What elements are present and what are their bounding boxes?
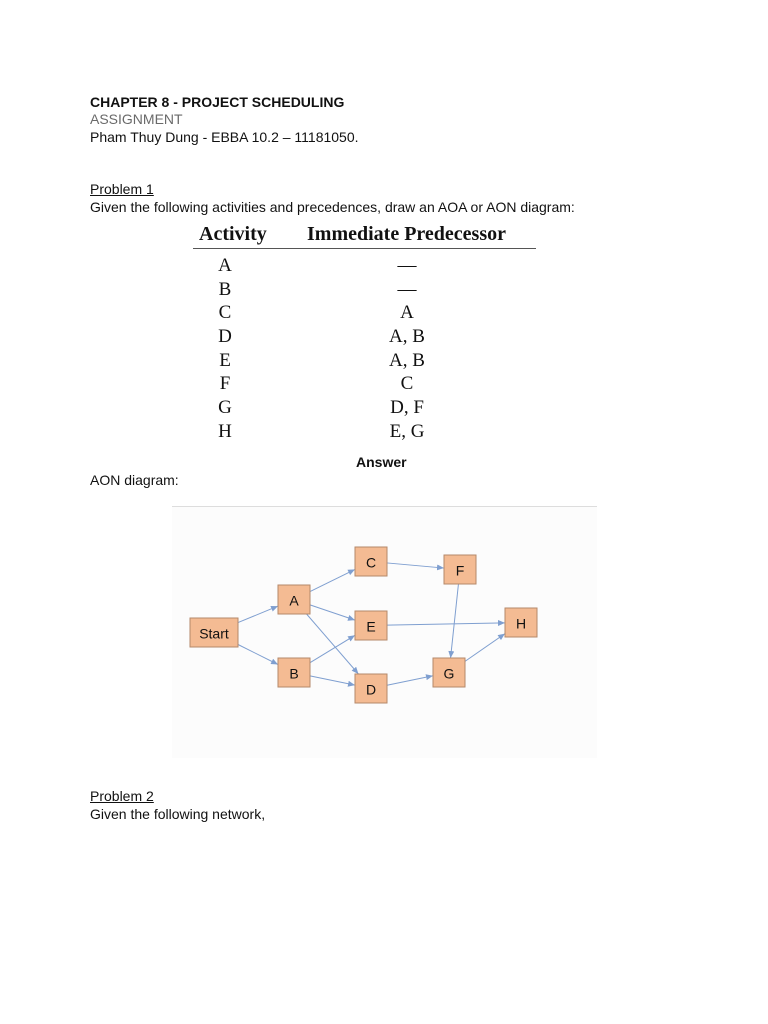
node-label: B xyxy=(289,665,299,682)
edge-start-a xyxy=(238,606,278,623)
aon-diagram-svg xyxy=(172,506,597,758)
node-label: E xyxy=(366,618,376,635)
edge-c-f xyxy=(387,563,444,568)
node-label: G xyxy=(443,665,455,682)
predecessor-cell: A, B xyxy=(389,349,425,371)
node-e xyxy=(355,611,387,640)
predecessor-cell: C xyxy=(400,373,414,395)
predecessor-cell: — xyxy=(397,278,417,300)
problem2-heading: Problem 2 xyxy=(90,788,154,804)
node-start xyxy=(190,618,238,647)
predecessor-cell: — xyxy=(397,255,417,276)
node-d xyxy=(355,674,387,703)
node-h xyxy=(505,608,537,637)
edge-e-h xyxy=(387,623,505,625)
edge-a-e xyxy=(310,605,355,620)
activity-cell: E xyxy=(219,349,231,371)
node-label: D xyxy=(365,681,377,698)
table-row xyxy=(193,344,536,371)
predecessor-cell: D, F xyxy=(390,397,424,419)
table-row xyxy=(193,391,536,419)
node-b xyxy=(278,658,310,687)
problem2-prompt: Given the following network, xyxy=(90,806,266,822)
table-row xyxy=(193,249,536,276)
table-row xyxy=(193,296,536,324)
node-g xyxy=(433,658,465,687)
aon-label: AON diagram: xyxy=(90,472,179,488)
table-row xyxy=(193,415,536,442)
header-predecessor: Immediate Predecessor xyxy=(307,223,507,245)
node-c xyxy=(355,547,387,576)
problem1-prompt: Given the following activities and precedences, draw an AOA or AON diagram: xyxy=(90,199,575,215)
problem1-heading: Problem 1 xyxy=(90,181,154,197)
activity-cell: B xyxy=(218,278,232,300)
activity-cell: F xyxy=(219,373,231,395)
header-activity: Activity xyxy=(199,223,267,245)
activity-cell: C xyxy=(218,302,232,324)
activity-cell: G xyxy=(218,397,232,419)
predecessor-cell: A xyxy=(400,302,414,324)
predecessor-table xyxy=(193,221,536,442)
node-label: H xyxy=(515,615,527,632)
node-label: F xyxy=(455,562,465,579)
activity-cell: A xyxy=(218,255,232,276)
chapter-title: CHAPTER 8 - PROJECT SCHEDULING xyxy=(90,94,345,110)
node-a xyxy=(278,585,310,614)
answer-label: Answer xyxy=(356,454,407,470)
aon-diagram xyxy=(172,506,597,758)
edge-g-h xyxy=(465,634,505,662)
activity-cell: H xyxy=(218,420,232,442)
edge-d-g xyxy=(387,676,433,685)
table-row xyxy=(193,273,536,300)
author-line: Pham Thuy Dung - EBBA 10.2 – 11181050. xyxy=(90,129,359,145)
edge-f-g xyxy=(451,584,459,658)
predecessor-cell: E, G xyxy=(389,420,425,442)
edge-a-d xyxy=(307,614,359,674)
table-header xyxy=(193,221,536,249)
node-f xyxy=(444,555,476,584)
table-row xyxy=(193,367,536,395)
activity-cell: D xyxy=(218,326,232,348)
node-label: Start xyxy=(199,625,229,642)
edge-start-b xyxy=(238,645,278,665)
table-row xyxy=(193,320,536,348)
node-label: C xyxy=(365,554,377,571)
node-label: A xyxy=(289,592,299,609)
assignment-label: ASSIGNMENT xyxy=(90,111,183,127)
edge-b-e xyxy=(310,635,355,662)
edge-b-d xyxy=(310,676,355,685)
edge-a-c xyxy=(310,569,355,591)
predecessor-cell: A, B xyxy=(389,326,425,348)
